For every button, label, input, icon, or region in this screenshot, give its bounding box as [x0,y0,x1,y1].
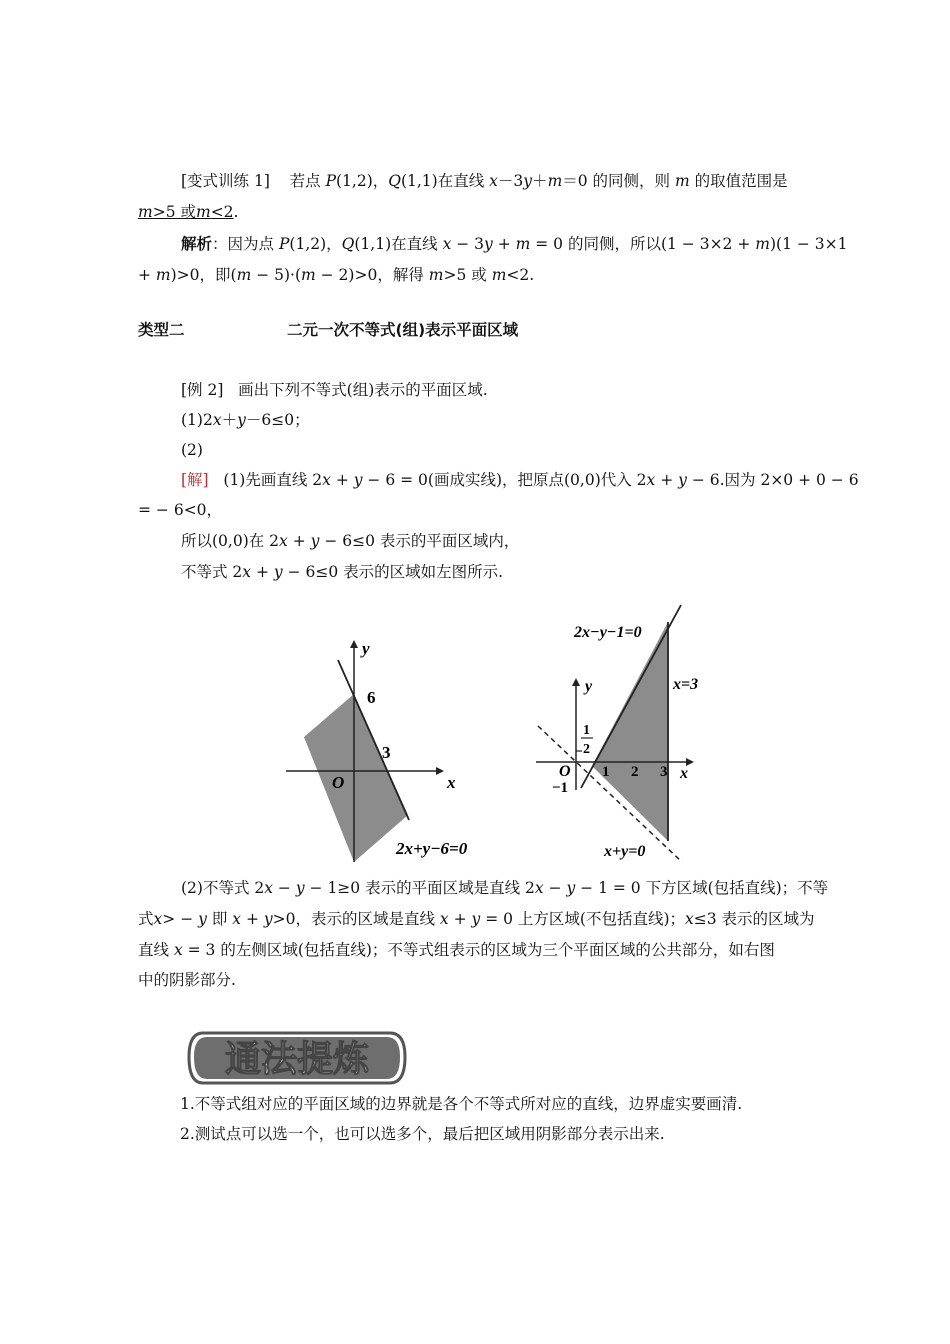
solution-line-3: 所以(0,0)在 2x + y − 6≤0 表示的平面区域内， [181,532,520,550]
method-point-2: 2.测试点可以选一个，也可以选多个，最后把区域用阴影部分表示出来. [180,1125,665,1143]
line-x-3-label: x=3 [673,676,699,693]
method-badge-text: 通法提炼 [224,1039,370,1080]
shaded-region [592,622,668,841]
solution-line-1: [解] (1)先画直线 2x + y − 6 = 0(画成实线)，把原点(0,0)代入 2x + y − 6.因为 2×0 + 0 − 6 [181,471,859,489]
method-badge [185,1025,410,1089]
practice-answer: m>5 或m<2. [138,203,239,221]
y-axis-arrow [350,640,358,648]
y-axis-arrow [572,678,580,686]
neg-one-label: −1 [552,780,569,796]
analysis-line-2: + m)>0，即(m − 5)·(m − 2)>0，解得 m>5 或 m<2. [138,266,535,284]
solution-label: [解] [181,471,209,489]
x-axis-arrow [436,767,444,775]
half-denominator: 2 [583,742,590,757]
answer-underlined: m>5 或m<2 [138,203,234,221]
x-axis-label: x [447,773,456,792]
example-label: [例 2] [181,381,224,399]
solution-line-2: = − 6<0， [138,501,223,519]
origin-label: O [559,763,571,780]
left-figure [280,630,500,870]
part2-line-3: 直线 x = 3 的左侧区域(包括直线)；不等式组表示的区域为三个平面区域的公共部分，如右图 [138,941,775,959]
shaded-region [304,694,408,862]
section-type-label: 类型二 [138,321,185,339]
practice-question: [变式训练 1] 若点 P(1,2)，Q(1,1)在直线 x－3y＋m＝0 的同侧，则 m 的取值范围是 [181,172,788,190]
tick-label-2: 2 [631,764,639,780]
line-2x-y-1-label: 2x−y−1=0 [574,624,642,641]
y-intercept-label: 6 [367,688,376,707]
part2-line-2: 式x> − y 即 x + y>0，表示的区域是直线 x + y = 0 上方区域(不包括直线)；x≤3 表示的区域为 [138,910,815,928]
solution-line-4: 不等式 2x + y − 6≤0 表示的区域如左图所示. [181,563,504,581]
analysis-label: 解析 [181,235,213,253]
half-numerator: 1 [583,723,590,738]
example-item-1: (1)2x＋y－6≤0； [181,411,310,429]
practice-label: [变式训练 1] [181,172,270,190]
example-prompt: [例 2] 画出下列不等式(组)表示的平面区域. [181,381,488,399]
y-axis-label: y [362,639,370,658]
example-item-2: (2) [181,441,203,459]
right-figure [530,600,760,865]
part2-line-1: (2)不等式 2x − y − 1≥0 表示的平面区域是直线 2x − y − 1 = 0 下方区域(包括直线)；不等 [181,879,829,897]
x-intercept-label: 3 [382,743,391,762]
x-axis-label: x [680,765,688,782]
part2-line-4: 中的阴影部分. [138,971,236,989]
origin-label: O [332,773,345,792]
tick-label-1: 1 [602,764,610,780]
boundary-line-label: 2x+y−6=0 [396,839,468,858]
tick-label-3: 3 [660,764,668,780]
y-axis-label: y [585,678,593,695]
analysis-line-1: 解析：因为点 P(1,2)，Q(1,1)在直线 x − 3y + m = 0 的同侧，所以(1 − 3×2 + m)(1 − 3×1 [181,235,848,253]
section-title: 二元一次不等式(组)表示平面区域 [287,321,519,339]
line-x-plus-y-label: x+y=0 [604,843,646,860]
method-point-1: 1.不等式组对应的平面区域的边界就是各个不等式所对应的直线，边界虚实要画清. [180,1095,743,1113]
